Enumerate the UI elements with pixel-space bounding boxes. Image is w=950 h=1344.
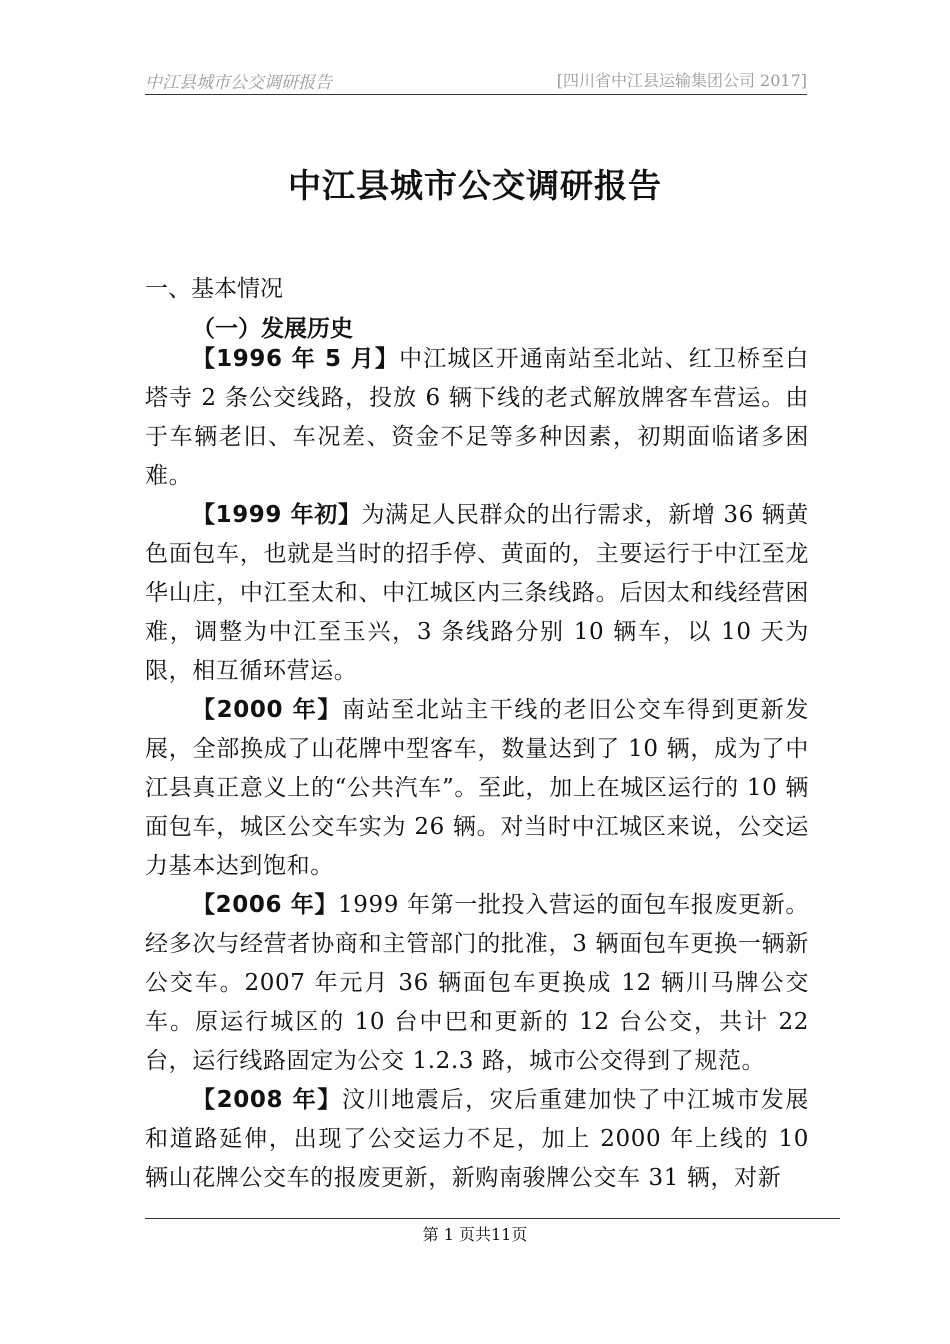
paragraph-text: 汶川地震后，灾后重建加快了中江城市发展和道路延伸，出现了公交运力不足，加上 2000 年上线的 10 辆山花牌公交车的报废更新，新购南骏牌公交车 31 辆，对新: [145, 1087, 809, 1191]
page-number: 第 1 页共11页: [422, 1225, 528, 1244]
paragraph-text: 中江城区开通南站至北站、红卫桥至白塔寺 2 条公交线路，投放 6 辆下线的老式解放牌客车营运。由于车辆老旧、车况差、资金不足等多种因素，初期面临诸多困难。: [145, 346, 809, 489]
paragraph-1999: [145, 496, 809, 691]
paragraph-date-tag: 【2006 年】: [192, 892, 339, 918]
paragraph-text: 为满足人民群众的出行需求，新增 36 辆黄色面包车，也就是当时的招手停、黄面的，主要运行于中江至龙华山庄，中江至太和、中江城区内三条线路。后因太和线经营困难，调整为中江至玉兴，3 条线路分别 10 辆车，以 10 天为限，相互循环营运。: [145, 502, 810, 684]
subsection-heading: （一）发展历史: [192, 316, 353, 342]
paragraph-text: 南站至北站主干线的老旧公交车得到更新发展，全部换成了山花牌中型客车，数量达到了 10 辆，成为了中江县真正意义上的“公共汽车”。至此，加上在城区运行的 10 辆面包车，城区公交车实为 26 辆。对当时中江城区来说，公交运力基本达到饱和。: [145, 697, 809, 879]
paragraph-date-tag: 【1996 年 5 月】: [192, 346, 400, 372]
paragraph-date-tag: 【1999 年初】: [192, 502, 362, 528]
document-title: 中江县城市公交调研报告: [288, 166, 662, 205]
paragraph-date-tag: 【2000 年】: [192, 697, 342, 723]
paragraph-date-tag: 【2008 年】: [192, 1087, 342, 1113]
body-content: [145, 340, 809, 1198]
paragraph-text: 1999 年第一批投入营运的面包车报废更新。经多次与经营者协商和主管部门的批准，3 辆面包车更换一辆新公交车。2007 年元月 36 辆面包车更换成 12 辆川马牌公交车。原运行城区的 10 台中巴和更新的 12 台公交，共计 22 台，运行线路固定为公交 1.2.3 路，城市公交得到了规范。: [145, 892, 810, 1074]
footer-divider: [145, 1218, 840, 1219]
paragraph-1996: [145, 340, 809, 496]
paragraph-2008: [145, 1081, 809, 1198]
header-organization: [四川省中江县运输集团公司 2017]: [556, 71, 807, 90]
header-doc-title: 中江县城市公交调研报告: [145, 73, 332, 93]
paragraph-2006: [145, 886, 809, 1081]
section-heading: 一、基本情况: [145, 276, 283, 302]
paragraph-2000: [145, 691, 809, 886]
page-header: [145, 64, 807, 95]
